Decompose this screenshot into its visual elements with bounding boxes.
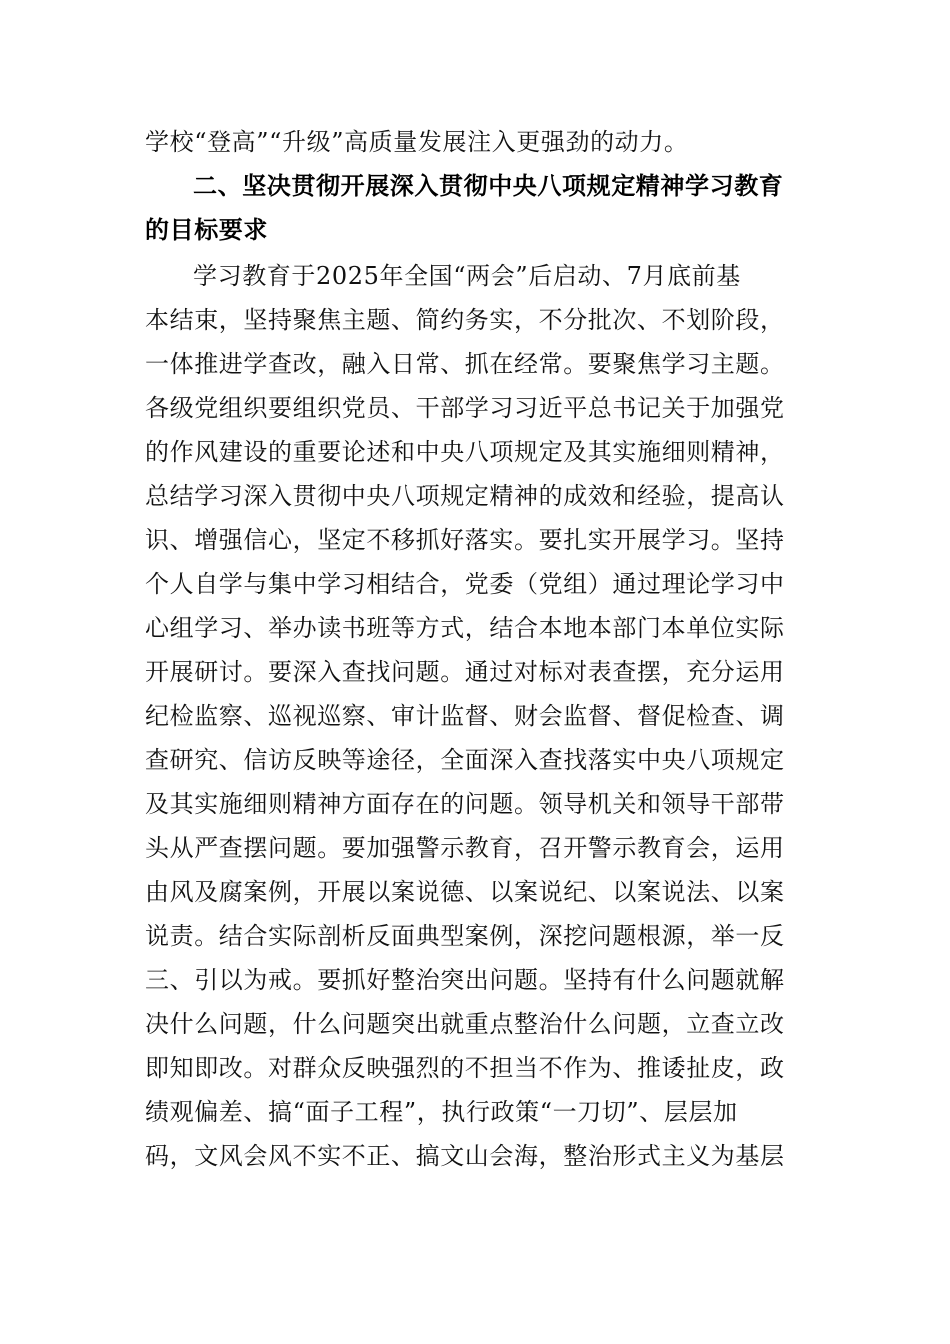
- paragraph-line: 码，文风会风不实不正、搞文山会海，整治形式主义为基层: [145, 1142, 785, 1170]
- paragraph-line: 一体推进学查改，融入日常、抓在经常。要聚焦学习主题。: [145, 350, 785, 378]
- paragraph-line: 查研究、信访反映等途径，全面深入查找落实中央八项规定: [145, 746, 785, 774]
- paragraph-line: 纪检监察、巡视巡察、审计监督、财会监督、督促检查、调: [145, 702, 785, 730]
- paragraph-line: 本结束，坚持聚焦主题、简约务实，不分批次、不划阶段，: [145, 306, 785, 334]
- paragraph-line: 总结学习深入贯彻中央八项规定精神的成效和经验，提高认: [145, 482, 785, 510]
- paragraph-line: 开展研讨。要深入查找问题。通过对标对表查摆，充分运用: [145, 658, 785, 686]
- paragraph-line: 心组学习、举办读书班等方式，结合本地本部门本单位实际: [145, 614, 785, 642]
- paragraph-line: 由风及腐案例，开展以案说德、以案说纪、以案说法、以案: [145, 878, 785, 906]
- paragraph-line: 头从严查摆问题。要加强警示教育，召开警示教育会，运用: [145, 834, 785, 862]
- paragraph-line: 的作风建设的重要论述和中央八项规定及其实施细则精神，: [145, 438, 785, 466]
- paragraph-line: 个人自学与集中学习相结合，党委（党组）通过理论学习中: [145, 570, 785, 598]
- section-heading-continued: 的目标要求: [145, 216, 268, 244]
- paragraph-line: 各级党组织要组织党员、干部学习习近平总书记关于加强党: [145, 394, 785, 422]
- paragraph-line: 绩观偏差、搞“面子工程”，执行政策“一刀切”、层层加: [145, 1098, 738, 1126]
- paragraph-line: 及其实施细则精神方面存在的问题。领导机关和领导干部带: [145, 790, 785, 818]
- paragraph-line: 决什么问题，什么问题突出就重点整治什么问题，立查立改: [145, 1010, 785, 1038]
- section-heading: 二、坚决贯彻开展深入贯彻中央八项规定精神学习教育: [193, 172, 784, 200]
- paragraph-line: 说责。结合实际剖析反面典型案例，深挖问题根源，举一反: [145, 922, 785, 950]
- paragraph-line: 学习教育于2025年全国“两会”后启动、7月底前基: [193, 262, 741, 290]
- paragraph-line: 识、增强信心，坚定不移抓好落实。要扎实开展学习。坚持: [145, 526, 785, 554]
- paragraph-line: 学校“登高”“升级”高质量发展注入更强劲的动力。: [145, 128, 689, 156]
- paragraph-line: 即知即改。对群众反映强烈的不担当不作为、推诿扯皮，政: [145, 1054, 785, 1082]
- paragraph-line: 三、引以为戒。要抓好整治突出问题。坚持有什么问题就解: [145, 966, 785, 994]
